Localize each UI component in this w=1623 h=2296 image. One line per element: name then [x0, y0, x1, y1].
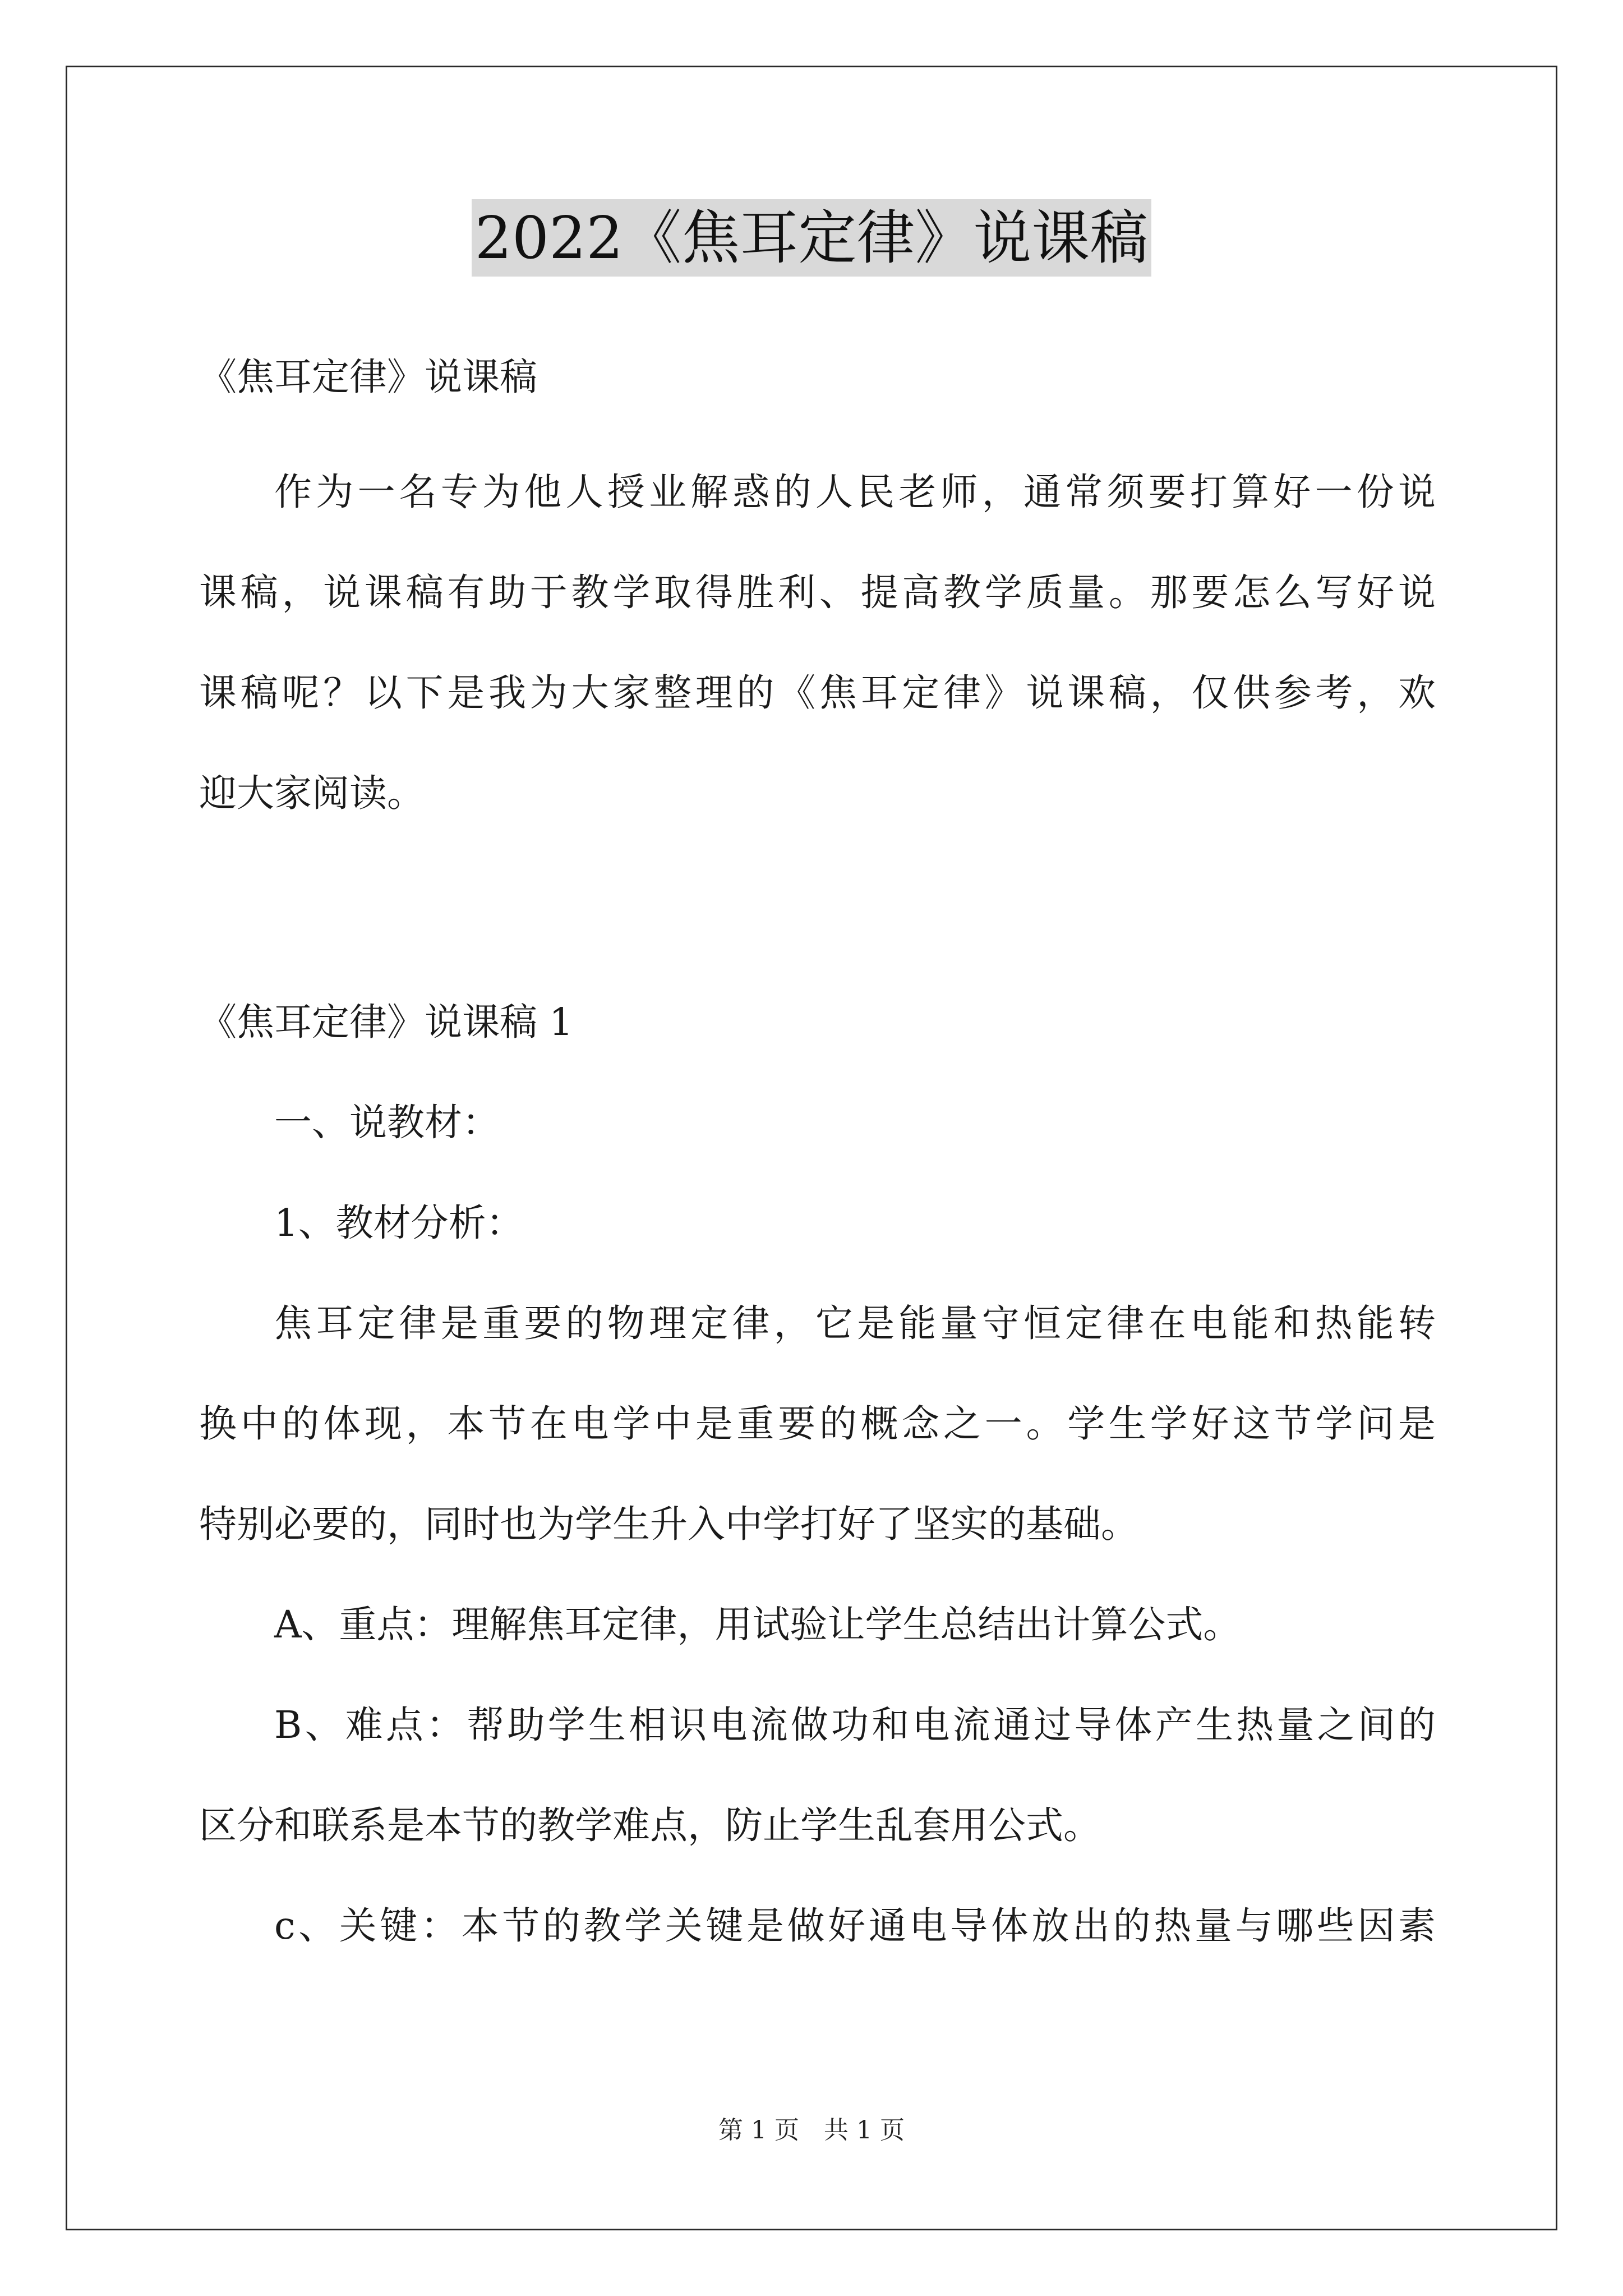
title-container: [0, 199, 1623, 277]
section-heading: 《焦耳定律》说课稿 1: [199, 1000, 573, 1044]
intro-line-3: 课稿呢？以下是我为大家整理的《焦耳定律》说课稿，仅供参考，欢: [199, 671, 1436, 715]
analysis-line-1: 焦耳定律是重要的物理定律，它是能量守恒定律在电能和热能转: [274, 1301, 1436, 1345]
point-c: c、关键：本节的教学关键是做好通电导体放出的热量与哪些因素: [274, 1904, 1436, 1948]
sub-heading: 1、教材分析：: [274, 1201, 524, 1245]
analysis-line-3: 特别必要的，同时也为学生升入中学打好了坚实的基础。: [199, 1502, 1138, 1546]
document-title: 2022《焦耳定律》说课稿: [472, 199, 1152, 277]
point-a: A、重点：理解焦耳定律，用试验让学生总结出计算公式。: [274, 1603, 1241, 1646]
point-b-line-1: B、难点：帮助学生相识电流做功和电流通过导体产生热量之间的: [274, 1703, 1436, 1747]
intro-line-2: 课稿，说课稿有助于教学取得胜利、提高教学质量。那要怎么写好说: [199, 570, 1436, 614]
intro-line-1: 作为一名专为他人授业解惑的人民老师，通常须要打算好一份说: [274, 470, 1436, 514]
page-footer: 第 1 页 共 1 页: [718, 2116, 905, 2145]
part-heading: 一、说教材：: [274, 1101, 500, 1144]
point-b-line-2: 区分和联系是本节的教学难点，防止学生乱套用公式。: [199, 1803, 1101, 1847]
analysis-line-2: 换中的体现，本节在电学中是重要的概念之一。学生学好这节学问是: [199, 1402, 1436, 1446]
intro-line-4: 迎大家阅读。: [199, 771, 425, 815]
document-subtitle: 《焦耳定律》说课稿: [199, 355, 537, 399]
